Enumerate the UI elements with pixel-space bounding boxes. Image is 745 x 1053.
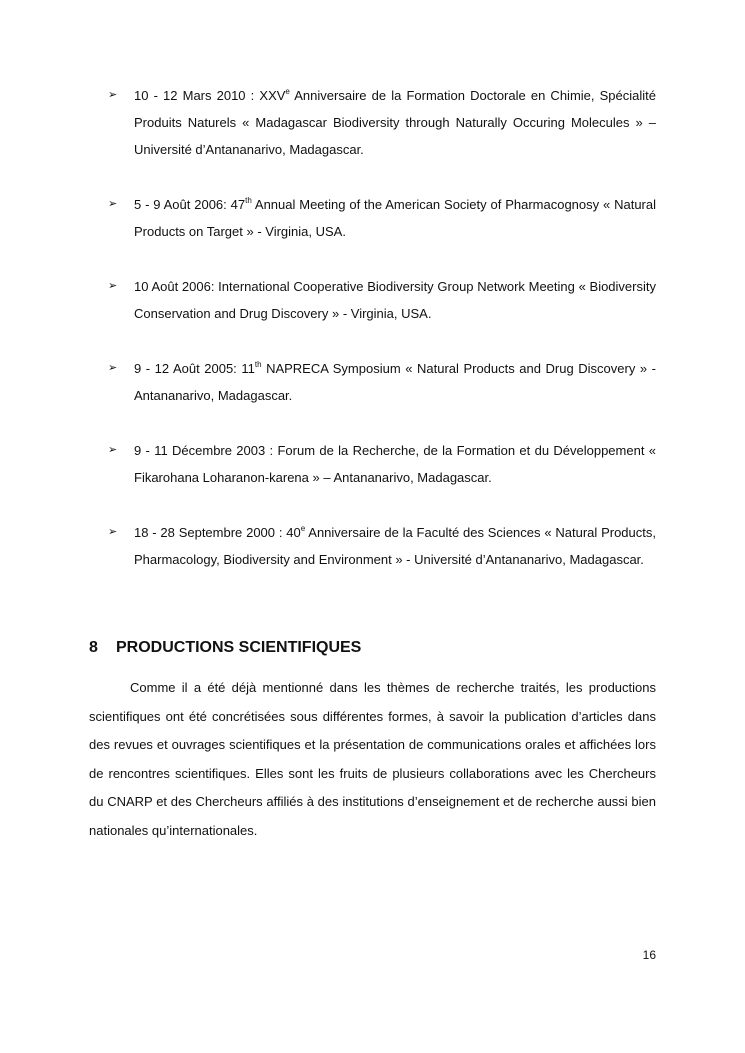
superscript: th [245,196,252,205]
event-text-continued: Annual Meeting of the American Society of Pharmacognosy « Natural Products on Target » - Virginia, USA. [134,197,656,239]
list-item [108,273,656,327]
event-text: 9 - 11 Décembre 2003 : Forum de la Recherche, de la Formation et du Développement « Fikarohana Loharanon-karena » – Antananarivo, Madagascar. [134,443,656,485]
superscript: e [300,524,306,533]
superscript: th [254,360,262,369]
arrow-bullet-icon: ➢ [108,444,118,456]
event-text: 5 - 9 Août 2006: 47 [134,197,246,212]
arrow-bullet-icon: ➢ [108,526,118,538]
arrow-bullet-icon: ➢ [108,89,118,101]
event-text: 10 - 12 Mars 2010 : XXV [134,88,286,103]
section-heading [89,635,361,661]
event-text-continued: Anniversaire de la Formation Doctorale en Chimie, Spécialité Produits Naturels « Madagascar Biodiversity through Naturally Occuring Molecules » – Université d’Antananarivo, Madagascar. [134,88,656,157]
event-text-continued: Anniversaire de la Faculté des Sciences « Natural Products, Pharmacology, Biodiversity and Environment » - Université d’Antananarivo, Madagascar. [134,525,656,567]
event-text-continued: NAPRECA Symposium « Natural Products and Drug Discovery » - Antananarivo, Madagascar. [134,361,656,403]
list-item [108,191,656,245]
superscript: e [285,87,290,96]
event-text: 9 - 12 Août 2005: 11 [134,361,255,376]
list-item [108,82,656,163]
list-item [108,355,656,409]
list-item [108,437,656,491]
event-text: 18 - 28 Septembre 2000 : 40 [134,525,301,540]
arrow-bullet-icon: ➢ [108,362,118,374]
list-item [108,519,656,573]
body-paragraph: Comme il a été déjà mentionné dans les thèmes de recherche traités, les productions scientifiques ont été concrétisées sous différentes formes, à savoir la publication d’articles dans des revues et ouvrages scientifiques et la présentation de communications orales et affichées lors de rencontres scientifiques. Elles sont les fruits de plusieurs collaborations avec les Chercheurs du CNARP et des Chercheurs affiliés à des institutions d’enseignement et de recherche aussi bien nationales qu’internationales. [89,680,656,838]
event-list [108,82,656,601]
arrow-bullet-icon: ➢ [108,280,118,292]
section-number: 8 [89,639,98,656]
event-text: 10 Août 2006: International Cooperative Biodiversity Group Network Meeting « Biodiversity Conservation and Drug Discovery » - Virginia, USA. [134,279,656,321]
arrow-bullet-icon: ➢ [108,198,118,210]
section-title: PRODUCTIONS SCIENTIFIQUES [116,639,362,656]
page-number: 16 [642,948,656,962]
